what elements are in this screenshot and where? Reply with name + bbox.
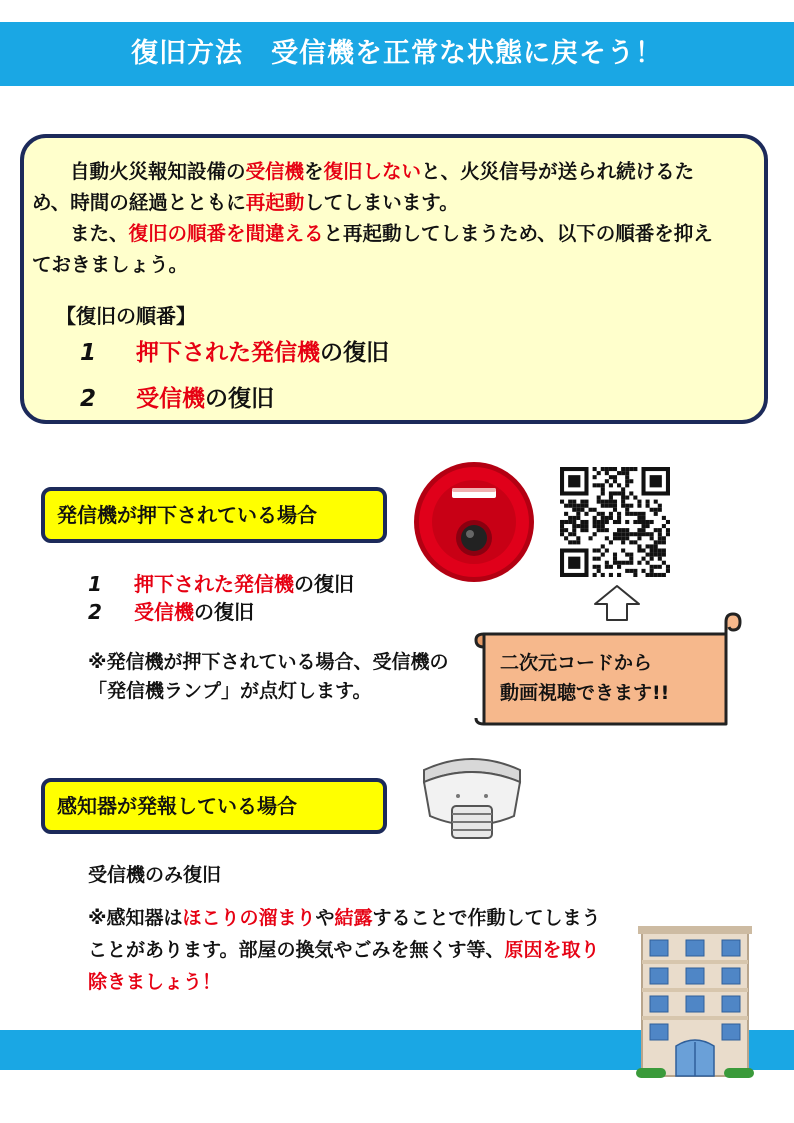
order-number: 2 [80,386,97,412]
step-number: 2 [88,600,102,624]
qr-caption [500,648,720,708]
step-number: 1 [88,572,102,596]
smoke-detector-icon [418,752,526,858]
intro-text: 自動火災報知設備の [70,160,246,183]
intro-highlight: 復旧の順番を間違える [128,222,324,245]
note-text: ※感知器は [88,907,183,929]
note-highlight: 結露 [334,907,373,929]
intro-text: してしまいます。 [304,191,459,214]
note-highlight: ほこりの溜まり [182,907,316,929]
intro-text: また、 [70,222,129,245]
intro-paragraph-2 [32,218,732,280]
page-title: 復旧方法 受信機を正常な状態に戻そう！ [131,38,663,69]
step-rest: の復旧 [194,600,254,624]
order-item [80,334,389,367]
intro-text: と、火災信号が送られ続けるため、時間の経過とともに [32,160,695,214]
order-highlight: 押下された発信機 [136,340,320,366]
qr-caption-line: 動画視聴できます!! [500,682,670,704]
fire-alarm-button-icon [412,460,536,584]
case-label-detector: 感知器が発報している場合 [41,778,387,834]
order-number: 1 [80,340,97,366]
note-text: することで作動してしまうことがあります。部屋の換気やごみを無くす等、 [88,907,601,961]
step-rest: の復旧 [294,572,354,596]
note-highlight: 原因を取り除きましょう！ [88,939,600,993]
case1-step [88,568,354,597]
order-item [80,380,274,413]
step-highlight: 受信機 [134,600,194,624]
intro-highlight: 受信機 [245,160,305,183]
apartment-building-icon [634,922,756,1082]
intro-paragraph-1 [32,156,732,218]
qr-caption-line: 二次元コードから [500,652,653,674]
intro-highlight: 復旧しない [323,160,422,183]
order-rest: の復旧 [205,386,274,412]
case1-step [88,596,254,625]
case1-note: ※発信機が押下されている場合、受信機の「発信機ランプ」が点灯します。 [88,651,449,702]
case2-note [88,902,608,998]
note-text: や [315,907,335,929]
order-heading: 【復旧の順番】 [56,304,196,328]
intro-highlight: 再起動 [245,191,305,214]
order-rest: の復旧 [320,340,389,366]
case-label-push-button: 発信機が押下されている場合 [41,487,387,543]
intro-text: を [304,160,324,183]
order-highlight: 受信機 [136,386,205,412]
case2-only-receiver: 受信機のみ復旧 [88,864,222,886]
intro-text: と再起動してしまうため、以下の順番を抑えておきましょう。 [32,222,713,276]
qr-code-icon [560,467,670,577]
step-highlight: 押下された発信機 [134,572,294,596]
